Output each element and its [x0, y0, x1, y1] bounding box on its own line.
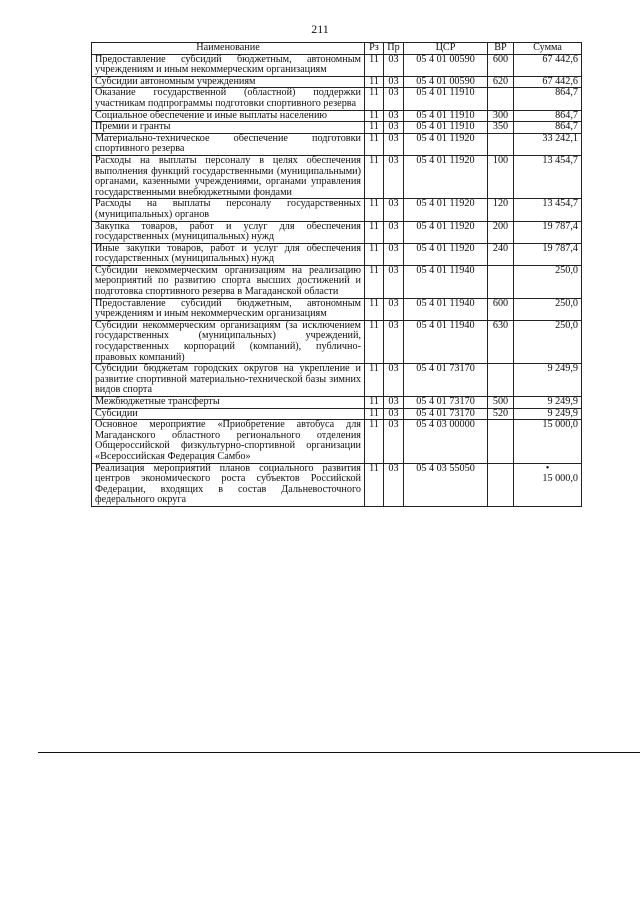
cell-sum	[514, 298, 582, 320]
cell-sum-value: 9 249,9	[547, 396, 578, 407]
cell-sum-value: 33 242,1	[542, 132, 578, 144]
cell-csr: 05 4 01 73170	[404, 408, 488, 420]
table-row	[92, 221, 582, 243]
cell-csr: 05 4 01 11920	[404, 221, 488, 243]
cell-name: Закупка товаров, работ и услуг для обеспечения государственных (муниципальных) нужд	[92, 221, 365, 243]
column-header-rz: Рз	[365, 43, 384, 55]
cell-vr: 500	[488, 397, 514, 409]
cell-rz: 11	[365, 397, 384, 409]
cell-name: Социальное обеспечение и иные выплаты населению	[92, 110, 365, 122]
cell-sum	[514, 199, 582, 221]
cell-rz: 11	[365, 265, 384, 298]
cell-pr: 03	[384, 221, 404, 243]
table-row	[92, 408, 582, 420]
cell-pr: 03	[384, 54, 404, 76]
cell-vr	[488, 463, 514, 506]
cell-name: Материально-техническое обеспечение подготовки спортивного резерва	[92, 133, 365, 155]
cell-name: Субсидии	[92, 408, 365, 420]
cell-sum-mark: •	[545, 462, 550, 474]
cell-vr: 350	[488, 122, 514, 134]
cell-pr: 03	[384, 243, 404, 265]
column-header-csr: ЦСР	[404, 43, 488, 55]
cell-sum	[514, 397, 582, 409]
cell-csr: 05 4 01 11920	[404, 133, 488, 155]
cell-csr: 05 4 01 73170	[404, 397, 488, 409]
cell-vr: 600	[488, 298, 514, 320]
cell-sum-value: 19 787,4	[542, 242, 578, 254]
cell-name: Реализация мероприятий планов социального развития центров экономического роста субъектов Российской Федерации, входящих в состав Дальневосточного федерального округа	[92, 463, 365, 506]
cell-sum-value: 9 249,9	[547, 363, 578, 375]
column-header-name: Наименование	[92, 43, 365, 55]
cell-pr: 03	[384, 88, 404, 110]
cell-sum	[514, 133, 582, 155]
cell-csr: 05 4 03 00000	[404, 420, 488, 463]
cell-sum	[514, 408, 582, 420]
cell-pr: 03	[384, 298, 404, 320]
cell-csr: 05 4 01 11940	[404, 320, 488, 363]
cell-sum	[514, 420, 582, 463]
cell-csr: 05 4 01 11920	[404, 243, 488, 265]
cell-csr: 05 4 01 11920	[404, 155, 488, 198]
cell-sum	[514, 110, 582, 122]
cell-rz: 11	[365, 110, 384, 122]
table-row	[92, 265, 582, 298]
cell-vr	[488, 364, 514, 397]
cell-vr	[488, 133, 514, 155]
budget-table	[91, 42, 582, 507]
cell-pr: 03	[384, 133, 404, 155]
cell-csr: 05 4 01 11940	[404, 265, 488, 298]
cell-rz: 11	[365, 122, 384, 134]
cell-rz: 11	[365, 199, 384, 221]
cell-sum-value: 864,7	[555, 109, 578, 121]
cell-sum-value: 67 442,6	[542, 75, 578, 87]
cell-csr: 05 4 01 00590	[404, 54, 488, 76]
cell-name: Основное мероприятие «Приобретение автобуса для Магаданского областного регионального отделения Общероссийской физкультурно-спортивной организации «Всероссийская Федерация Самбо»	[92, 420, 365, 463]
column-header-pr: Пр	[384, 43, 404, 55]
table-row	[92, 397, 582, 409]
cell-name: Оказание государственной (областной) поддержки участникам подпрограммы подготовки спортивного резерва	[92, 88, 365, 110]
cell-sum	[514, 221, 582, 243]
table-row	[92, 243, 582, 265]
footer-rule	[38, 752, 640, 753]
cell-pr: 03	[384, 397, 404, 409]
table-row	[92, 88, 582, 110]
cell-csr: 05 4 01 11910	[404, 88, 488, 110]
table-row	[92, 155, 582, 198]
cell-sum-value: 864,7	[555, 87, 578, 99]
table-body	[92, 54, 582, 506]
cell-pr: 03	[384, 463, 404, 506]
cell-rz: 11	[365, 76, 384, 88]
cell-name: Иные закупки товаров, работ и услуг для обеспечения государственных (муниципальных) нужд	[92, 243, 365, 265]
cell-sum-value: 250,0	[555, 297, 578, 309]
cell-sum-value: 250,0	[555, 319, 578, 331]
table-row	[92, 463, 582, 506]
cell-vr: 240	[488, 243, 514, 265]
cell-vr: 620	[488, 76, 514, 88]
cell-sum	[514, 54, 582, 76]
table-row	[92, 122, 582, 134]
cell-sum-value: 9 249,9	[547, 407, 578, 419]
cell-rz: 11	[365, 133, 384, 155]
cell-name: Премии и гранты	[92, 122, 365, 134]
column-header-vr: ВР	[488, 43, 514, 55]
cell-name: Субсидии бюджетам городских округов на укрепление и развитие спортивной материально-технической базы зимних видов спорта	[92, 364, 365, 397]
cell-sum	[514, 88, 582, 110]
cell-name: Межбюджетные трансферты	[92, 397, 365, 409]
cell-sum-value: 15 000,0	[542, 419, 578, 431]
cell-sum-value: 250,0	[555, 264, 578, 276]
table-row	[92, 199, 582, 221]
cell-sum	[514, 265, 582, 298]
cell-rz: 11	[365, 463, 384, 506]
cell-sum	[514, 364, 582, 397]
cell-pr: 03	[384, 320, 404, 363]
cell-pr: 03	[384, 408, 404, 420]
cell-sum-value: 13 454,7	[542, 154, 578, 166]
cell-csr: 05 4 01 11910	[404, 122, 488, 134]
page-number: 211	[311, 22, 329, 36]
cell-pr: 03	[384, 420, 404, 463]
cell-sum-value: 13 454,7	[542, 198, 578, 210]
table-row	[92, 110, 582, 122]
cell-vr	[488, 88, 514, 110]
cell-rz: 11	[365, 364, 384, 397]
cell-sum-value: 67 442,6	[542, 53, 578, 65]
cell-csr: 05 4 01 11940	[404, 298, 488, 320]
cell-vr: 100	[488, 155, 514, 198]
cell-name: Расходы на выплаты персоналу в целях обеспечения выполнения функций государственными (муниципальными) органами, казенными учреждениями, органами управления государственными внебюджетными фондами	[92, 155, 365, 198]
cell-sum	[514, 76, 582, 88]
cell-pr: 03	[384, 265, 404, 298]
cell-vr	[488, 265, 514, 298]
cell-rz: 11	[365, 298, 384, 320]
cell-vr	[488, 420, 514, 463]
cell-sum-value: 19 787,4	[542, 220, 578, 232]
cell-name: Предоставление субсидий бюджетным, автономным учреждениям и иным некоммерческим организациям	[92, 298, 365, 320]
cell-csr: 05 4 01 73170	[404, 364, 488, 397]
cell-sum	[514, 463, 582, 506]
cell-rz: 11	[365, 221, 384, 243]
cell-pr: 03	[384, 364, 404, 397]
cell-pr: 03	[384, 76, 404, 88]
cell-csr: 05 4 01 11910	[404, 110, 488, 122]
table-row	[92, 54, 582, 76]
cell-rz: 11	[365, 408, 384, 420]
cell-csr: 05 4 03 55050	[404, 463, 488, 506]
cell-vr: 520	[488, 408, 514, 420]
cell-vr: 300	[488, 110, 514, 122]
cell-pr: 03	[384, 122, 404, 134]
cell-name: Предоставление субсидий бюджетным, автономным учреждениям и иным некоммерческим организациям	[92, 54, 365, 76]
cell-csr: 05 4 01 00590	[404, 76, 488, 88]
cell-vr: 630	[488, 320, 514, 363]
cell-sum-value: 864,7	[555, 121, 578, 133]
cell-sum	[514, 320, 582, 363]
cell-sum	[514, 122, 582, 134]
table-row	[92, 76, 582, 88]
cell-vr: 200	[488, 221, 514, 243]
cell-sum	[514, 243, 582, 265]
cell-pr: 03	[384, 110, 404, 122]
cell-name: Субсидии автономным учреждениям	[92, 76, 365, 88]
cell-sum	[514, 155, 582, 198]
cell-rz: 11	[365, 320, 384, 363]
cell-rz: 11	[365, 420, 384, 463]
cell-rz: 11	[365, 88, 384, 110]
cell-pr: 03	[384, 155, 404, 198]
cell-rz: 11	[365, 54, 384, 76]
cell-vr: 600	[488, 54, 514, 76]
table-row	[92, 364, 582, 397]
column-header-sum: Сумма	[514, 43, 582, 55]
table-row	[92, 320, 582, 363]
table-row	[92, 420, 582, 463]
cell-name: Субсидии некоммерческим организациям на реализацию мероприятий по развитию спорта высших достижений и подготовка спортивного резерва в Магаданской области	[92, 265, 365, 298]
cell-name: Расходы на выплаты персоналу государственных (муниципальных) органов	[92, 199, 365, 221]
cell-csr: 05 4 01 11920	[404, 199, 488, 221]
cell-pr: 03	[384, 199, 404, 221]
table-header-row	[92, 43, 582, 55]
cell-sum-value: 15 000,0	[542, 473, 578, 485]
table-row	[92, 133, 582, 155]
cell-name: Субсидии некоммерческим организациям (за исключением государственных (муниципальных) учреждений, государственных корпораций (компаний), публично-правовых компаний)	[92, 320, 365, 363]
cell-rz: 11	[365, 243, 384, 265]
cell-vr: 120	[488, 199, 514, 221]
table-row	[92, 298, 582, 320]
cell-rz: 11	[365, 155, 384, 198]
